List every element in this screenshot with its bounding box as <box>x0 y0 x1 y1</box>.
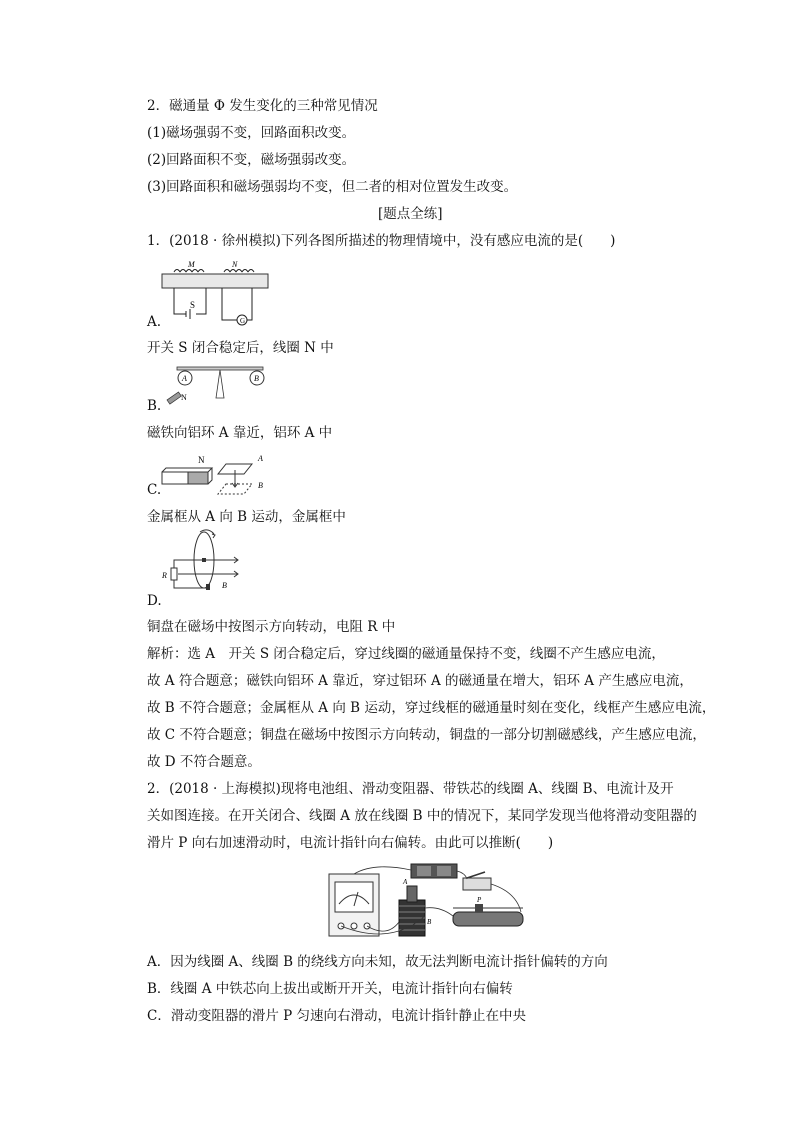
option-label-a: A. <box>147 314 162 330</box>
option-b: B．线圈 A 中铁芯向上拔出或断开开关，电流计指针向右偏转 <box>147 981 513 997</box>
list-item: (3)回路面积和磁场强弱均不变，但二者的相对位置发生改变。 <box>147 179 518 195</box>
option-c: C．滑动变阻器的滑片 P 匀速向右滑动，电流计指针静止在中央 <box>147 1008 526 1024</box>
analysis-line: 解析：选 A 开关 S 闭合稳定后，穿过线圈的磁通量保持不变，线圈不产生感应电流， <box>147 646 665 662</box>
figure-c-label: N <box>198 455 205 465</box>
option-label-c: C. <box>147 482 162 498</box>
option-c-caption: 金属框从 A 向 B 运动，金属框中 <box>147 509 346 525</box>
figure-a-label: S <box>190 300 196 310</box>
option-a: A．因为线圈 A、线圈 B 的绕线方向未知，故无法判断电流计指针偏转的方向 <box>147 954 608 970</box>
question-2-stem: 滑片 P 向右加速滑动时，电流计指针向右偏转。由此可以推断( ) <box>147 835 554 851</box>
list-item: (1)磁场强弱不变，回路面积改变。 <box>147 125 356 141</box>
figure-b-label: N <box>181 393 187 402</box>
figure-d-label: B <box>222 581 227 590</box>
figure-c-label: A <box>258 454 263 463</box>
figure-b-rings <box>163 364 273 412</box>
figure-d-label: R <box>162 571 167 580</box>
figure-d-copper-disc <box>160 528 250 600</box>
figure-a-label: M <box>188 260 195 269</box>
figure-c-label: B <box>258 481 263 490</box>
question-1-stem: 1．(2018 · 徐州模拟)下列各图所描述的物理情境中，没有感应电流的是( ) <box>147 233 616 249</box>
figure-a-label: N <box>232 260 238 269</box>
figure-q2-label: P <box>477 896 482 904</box>
option-b-caption: 磁铁向铝环 A 靠近，铝环 A 中 <box>147 425 333 441</box>
practice-heading: [题点全练] <box>378 206 443 222</box>
figure-b-label: B <box>254 374 259 383</box>
analysis-line: 故 B 不符合题意；金属框从 A 向 B 运动，穿过线框的磁通量时刻在变化，线框产生感应电流， <box>147 700 716 716</box>
figure-q2-apparatus <box>325 860 535 942</box>
analysis-line: 故 A 符合题意；磁铁向铝环 A 靠近，穿过铝环 A 的磁通量在增大，铝环 A 产生感应电流， <box>147 673 693 689</box>
figure-a-solenoids <box>160 258 280 330</box>
section-title: 2．磁通量 Φ 发生变化的三种常见情况 <box>147 98 378 114</box>
option-label-d: D. <box>147 593 162 609</box>
list-item: (2)回路面积不变，磁场强弱改变。 <box>147 152 356 168</box>
analysis-line: 故 D 不符合题意。 <box>147 754 261 770</box>
figure-b-label: A <box>182 374 187 383</box>
option-a-caption: 开关 S 闭合稳定后，线圈 N 中 <box>147 340 334 356</box>
figure-q2-label: B <box>427 918 432 926</box>
option-label-b: B. <box>147 398 162 414</box>
figure-a-label: G <box>240 317 246 325</box>
option-d-caption: 铜盘在磁场中按图示方向转动，电阻 R 中 <box>147 619 396 635</box>
question-2-stem: 2．(2018 · 上海模拟)现将电池组、滑动变阻器、带铁芯的线圈 A、线圈 B、电流计及开 <box>147 781 674 797</box>
analysis-line: 故 C 不符合题意；铜盘在磁场中按图示方向转动，铜盘的一部分切割磁感线，产生感应电流， <box>147 727 706 743</box>
figure-c-magnet-frame <box>160 448 280 496</box>
question-2-stem: 关如图连接。在开关闭合、线圈 A 放在线圈 B 中的情况下，某同学发现当他将滑动变阻器的 <box>147 808 697 824</box>
figure-q2-label: A <box>403 878 408 886</box>
